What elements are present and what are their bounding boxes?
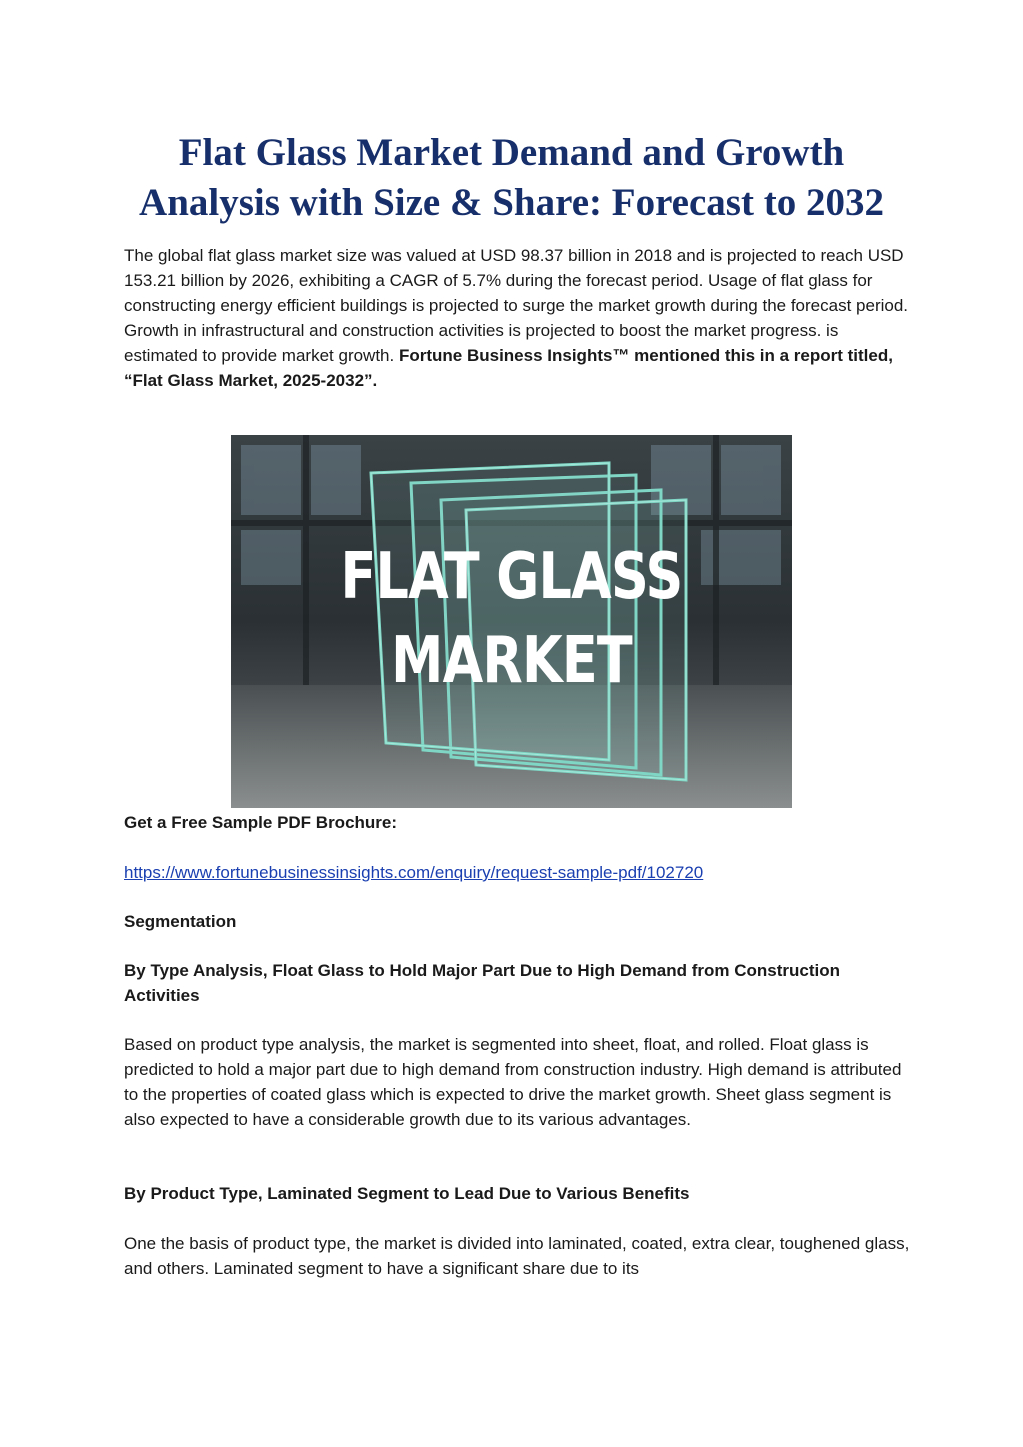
product-type-heading: By Product Type, Laminated Segment to Lead Due to Various Benefits <box>124 1184 690 1203</box>
hero-title-line-2: MARKET <box>391 624 632 698</box>
title-line-2: Analysis with Size & Share: Forecast to 2032 <box>139 181 884 224</box>
page-title <box>60 128 963 228</box>
sample-label: Get a Free Sample PDF Brochure: <box>124 813 398 832</box>
intro-bold-text: Fortune Business Insights™ mentioned this in a report titled, “Flat Glass Market, 2025-2032”. <box>124 346 893 390</box>
segmentation-heading: Segmentation <box>124 912 237 931</box>
type-analysis-paragraph: Based on product type analysis, the market is segmented into sheet, float, and rolled. Float glass is predicted to hold a major part due to high demand from construction industry. High demand is attributed to the properties of coated glass which is expected to drive the market growth. Sheet glass segment is also expected to have a considerable growth due to its various advantages. <box>124 1035 902 1129</box>
product-type-paragraph: One the basis of product type, the market is divided into laminated, coated, extra clear, toughened glass, and others. Laminated segment to have a significant share due to its <box>124 1234 910 1278</box>
intro-paragraph <box>124 243 914 393</box>
type-analysis-heading: By Type Analysis, Float Glass to Hold Major Part Due to High Demand from Construction Activities <box>124 961 840 1005</box>
sample-pdf-link[interactable]: https://www.fortunebusinessinsights.com/enquiry/request-sample-pdf/102720 <box>124 863 704 882</box>
title-line-1: Flat Glass Market Demand and Growth <box>178 131 845 174</box>
sample-link-paragraph <box>124 860 914 885</box>
glass-panels-illustration <box>231 435 792 808</box>
intro-text: The global flat glass market size was valued at USD 98.37 billion in 2018 and is projected to reach USD 153.21 billion by 2026, exhibiting a CAGR of 5.7% during the forecast period. Usage of flat glass for constructing energy efficient buildings is projected to surge the market growth during the forecast period. Growth in infrastructural and construction activities is projected to boost the market progress. is estimated to provide market growth. <box>124 246 909 365</box>
hero-image <box>231 435 792 808</box>
hero-title-line-1: FLAT GLASS <box>340 540 683 614</box>
